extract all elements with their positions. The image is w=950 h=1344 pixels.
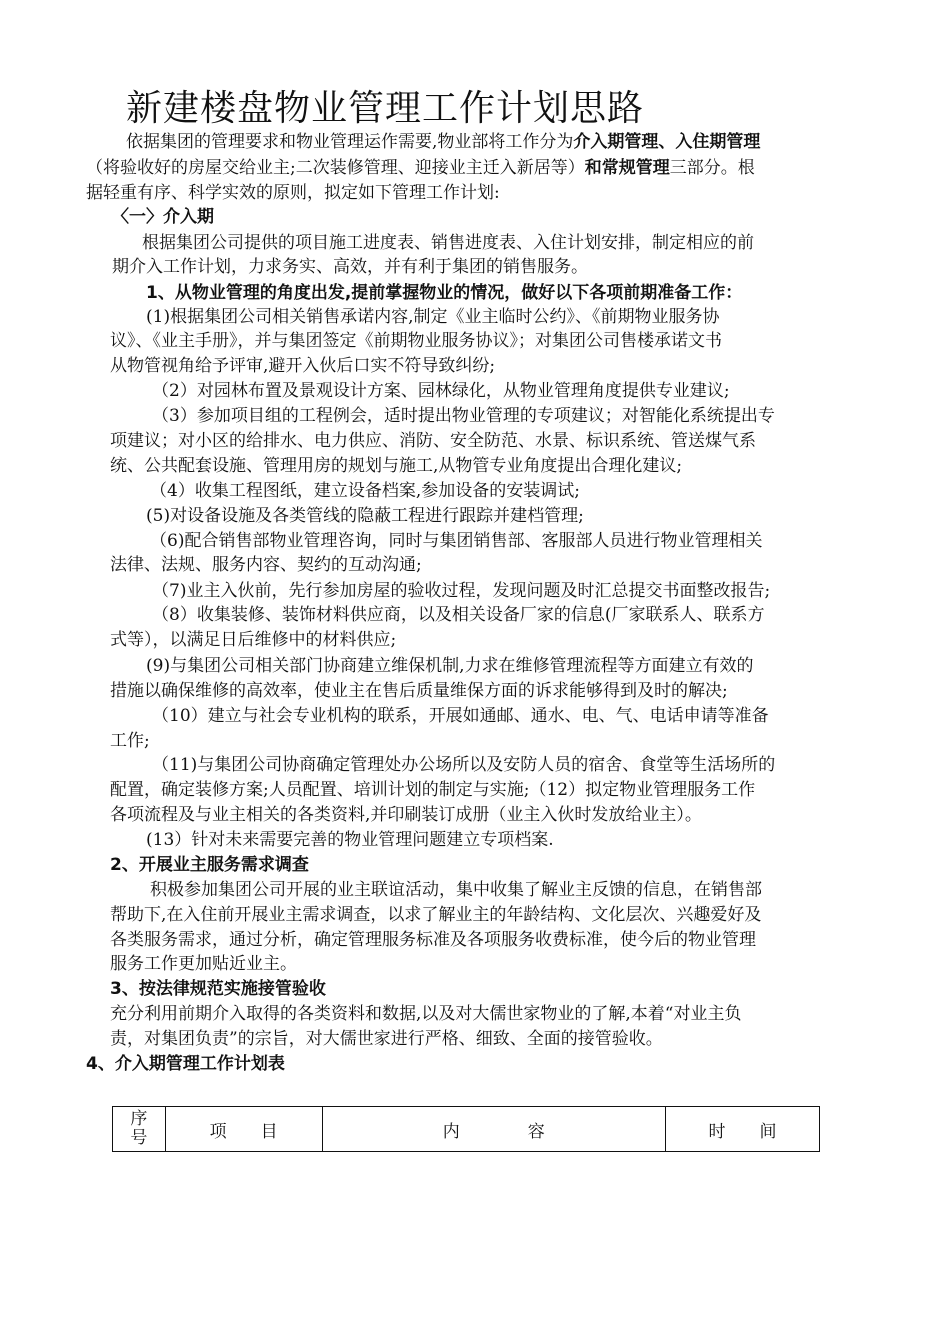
item-line: 统、公共配套设施、管理用房的规划与施工,从物管专业角度提出合理化建议; (110, 456, 683, 476)
intro-line-1 (126, 131, 760, 153)
item-line: （3）参加项目组的工程例会，适时提出物业管理的专项建议；对智能化系统提出专 (152, 406, 775, 426)
intro-bold-phases: 介入期管理、入住期管理 (573, 132, 761, 152)
intro-text: 三部分。根 (669, 158, 755, 178)
section-paragraph-line: 根据集团公司提供的项目施工进度表、销售进度表、入住计划安排，制定相应的前 (142, 233, 754, 253)
item-line: 项建议；对小区的给排水、电力供应、消防、安全防范、水景、标识系统、管送煤气系 (110, 431, 756, 451)
column-header-seq (113, 1107, 166, 1152)
intro-text: （将验收好的房屋交给业主;二次装修管理、迎接业主迁入新居等） (86, 158, 585, 178)
column-header-content: 内 容 (322, 1107, 665, 1152)
item-line: 各项流程及与业主相关的各类资料,并印刷装订成册（业主入伙时发放给业主）。 (110, 805, 702, 825)
item-line: （2）对园林布置及景观设计方案、园林绿化，从物业管理角度提供专业建议; (152, 381, 730, 401)
item-line: （4）收集工程图纸，建立设备档案,参加设备的安装调试; (150, 481, 580, 501)
column-header-label: 序号 (130, 1109, 148, 1148)
item-line: 帮助下,在入住前开展业主需求调查，以求了解业主的年龄结构、文化层次、兴趣爱好及 (110, 905, 762, 925)
item-line: （7)业主入伙前，先行参加房屋的验收过程，发现问题及时汇总提交书面整改报告; (152, 581, 771, 601)
intro-text: 依据集团的管理要求和物业管理运作需要,物业部将工作分为 (126, 132, 574, 152)
item-line: (1)根据集团公司相关销售承诺内容,制定《业主临时公约》、《前期物业服务协 (146, 307, 720, 327)
item-line: (5)对设备设施及各类管线的隐蔽工程进行跟踪并建档管理; (146, 506, 584, 526)
item-line: 积极参加集团公司开展的业主联谊活动，集中收集了解业主反馈的信息，在销售部 (150, 880, 762, 900)
item-line: （11)与集团公司协商确定管理处办公场所以及安防人员的宿舍、食堂等生活场所的 (152, 755, 776, 775)
item-line: 充分利用前期介入取得的各类资料和数据,以及对大儒世家物业的了解,本着“对业主负 (110, 1004, 742, 1024)
item-heading: 4、介入期管理工作计划表 (86, 1054, 285, 1074)
intro-line-3: 据轻重有序、科学实效的原则，拟定如下管理工作计划: (86, 183, 500, 203)
item-line: 服务工作更加贴近业主。 (110, 954, 297, 974)
item-line: 措施以确保维修的高效率，使业主在售后质量维保方面的诉求能够得到及时的解决; (110, 681, 728, 701)
item-line: (9)与集团公司相关部门协商建立维保机制,力求在维修管理流程等方面建立有效的 (146, 656, 754, 676)
table-header-row (113, 1107, 820, 1152)
item-line: 从物管视角给予评审,避开入伙后口实不符导致纠纷; (110, 356, 496, 376)
item-line: （6)配合销售部物业管理咨询，同时与集团销售部、客服部人员进行物业管理相关 (150, 531, 763, 551)
item-heading: 3、按法律规范实施接管验收 (110, 979, 326, 999)
item-line: 责，对集团负责”的宗旨，对大儒世家进行严格、细致、全面的接管验收。 (110, 1029, 663, 1049)
item-line: 配置，确定装修方案;人员配置、培训计划的制定与实施;（12）拟定物业管理服务工作 (110, 780, 756, 800)
column-header-time: 时 间 (666, 1107, 820, 1152)
item-line: 各类服务需求，通过分析，确定管理服务标准及各项服务收费标准，使今后的物业管理 (110, 930, 756, 950)
item-line: (13）针对未来需要完善的物业管理问题建立专项档案. (146, 830, 554, 850)
section-paragraph-line: 期介入工作计划，力求务实、高效，并有利于集团的销售服务。 (112, 257, 588, 277)
plan-table (112, 1106, 820, 1152)
item-line: 式等），以满足日后维修中的材料供应; (110, 630, 397, 650)
item-heading: 2、开展业主服务需求调查 (110, 855, 309, 875)
item-line: 工作; (110, 731, 150, 751)
intro-line-2 (86, 157, 755, 179)
item-line: 法律、法规、服务内容、契约的互动沟通; (110, 555, 422, 575)
item-line: 议》、《业主手册》，并与集团签定《前期物业服务协议》；对集团公司售楼承诺文书 (110, 331, 722, 351)
item-line: （10）建立与社会专业机构的联系，开展如通邮、通水、电、气、电话申请等准备 (152, 706, 769, 726)
item-line: （8）收集装修、装饰材料供应商，以及相关设备厂家的信息(厂家联系人、联系方 (152, 605, 765, 625)
section-heading: 〈一〉介入期 (112, 207, 214, 227)
item-heading: 1、从物业管理的角度出发,提前掌握物业的情况，做好以下各项前期准备工作： (146, 283, 743, 303)
page-title: 新建楼盘物业管理工作计划思路 (126, 88, 645, 129)
column-header-item: 项 目 (165, 1107, 322, 1152)
intro-bold-routine: 和常规管理 (584, 158, 670, 178)
